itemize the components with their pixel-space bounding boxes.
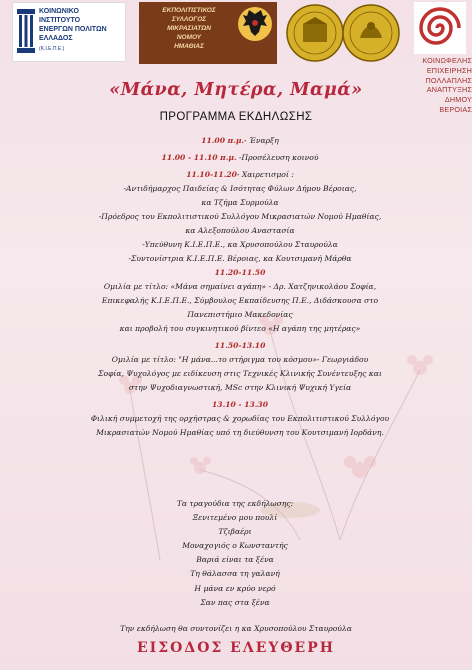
song-item: Τη θάλασσα τη γαλανή xyxy=(190,569,280,579)
kepa-line3: ΠΟΛΛΑΠΛΗΣ xyxy=(425,75,472,85)
time-slot: 11.50-13.10 xyxy=(214,341,266,350)
kiepe-line4: ΕΛΛΑΔΟΣ xyxy=(39,35,73,42)
kepa-line6: ΒΕΡΟΙΑΣ xyxy=(439,104,472,114)
song-item: Μοναχογιός ο Κωνσταντής xyxy=(182,541,288,551)
time-slot: 13.10 - 13.30 xyxy=(212,400,268,409)
association-line4: ΝΟΜΟΥ xyxy=(176,34,202,41)
double-headed-eagle-icon xyxy=(237,6,273,42)
greetings-line: -Αντιδήμαρχος Παιδείας & Ισότητας Φύλων Δήμου Βέροιας, xyxy=(123,184,357,193)
time-slot: 11.20-11.50 xyxy=(214,268,266,277)
association-line1: ΕΚΠΟΛΙΤΙΣΤΙΚΟΣ xyxy=(162,7,216,14)
kiepe-line3: ΕΝΕΡΓΩΝ ΠΟΛΙΤΩΝ xyxy=(39,26,107,33)
kepa-line2: ΕΠΙΧΕΙΡΗΣΗ xyxy=(426,65,472,75)
songs-heading: Τα τραγούδια της εκδήλωσης: xyxy=(176,499,294,508)
schedule-row-opening xyxy=(70,134,410,148)
time-slot: 11.00 π.μ. xyxy=(201,136,245,145)
program-heading: ΠΡΟΓΡΑΜΜΑ ΕΚΔΗΛΩΣΗΣ xyxy=(159,111,313,123)
time-slot: 11.00 - 11.10 π.μ. xyxy=(161,153,237,162)
song-item: Ξενιτεμένο μου πουλί xyxy=(192,513,278,523)
schedule-row-arrival xyxy=(70,151,410,165)
kepa-line4: ΑΝΑΠΤΥΞΗΣ xyxy=(426,85,472,95)
talk2-line: Σοφία, Ψυχολόγος με ειδίκευση στις Τεχνικές Κλινικής Συνέντευξης και xyxy=(98,369,382,378)
schedule-text: -Προσέλευση κοινού xyxy=(236,153,319,162)
time-slot: 11.10-11.20 xyxy=(186,170,237,179)
coin-emblems-icon xyxy=(286,2,400,64)
coordinator-note: Την εκδήλωση θα συντονίζει η κα Χρυσοπούλου Σταυρούλα xyxy=(120,624,352,633)
kiepe-abbr: (Κ.Ι.Ε.Π.Ε.) xyxy=(39,46,65,52)
talk1-line: Ομιλία με τίτλο: «Μάνα σημαίνει αγάπη» - Δρ. Χατζηνικολάου Σοφία, xyxy=(103,282,377,291)
greetings-line: κα Τζήμα Συρμούλα xyxy=(201,198,279,207)
kiepe-line1: ΚΟΙΝΩΝΙΚΟ xyxy=(39,8,79,15)
kepa-line1: ΚΟΙΝΩΦΕΛΗΣ xyxy=(422,56,472,65)
association-line2: ΣΥΛΛΟΓΟΣ xyxy=(171,16,207,23)
greetings-line: -Συντονίστρια Κ.Ι.Ε.Π.Ε. Βέροιας, κα Κουτσιμανή Μάρθα xyxy=(128,254,352,263)
schedule-text: - Έναρξη xyxy=(244,136,279,145)
talk1-line: και προβολή του συγκινητικού βίντεο «Η αγάπη της μητέρας» xyxy=(119,324,361,333)
schedule-text: - Χαιρετισμοί : xyxy=(236,170,294,179)
schedule-row-greetings xyxy=(70,168,410,182)
song-item: Βαριά είναι τα ξένα xyxy=(196,555,274,565)
music-line: Μικρασιατών Νομού Ημαθίας υπό τη διεύθυνση του Κουτσιμανή Ιορδάνη. xyxy=(96,428,384,437)
talk1-line: Πανεπιστήμιο Μακεδονίας xyxy=(187,310,293,319)
talk2-line: Ομιλία με τίτλο: "Η μάνα...το στήριγμα του κόσμου»- Γεωργιάδου xyxy=(111,355,369,364)
kiepe-column-icon xyxy=(15,7,37,55)
program-schedule xyxy=(70,134,410,440)
kepa-spiral-icon xyxy=(414,2,466,54)
association-line3: ΜΙΚΡΑΣΙΑΤΩΝ xyxy=(167,25,211,32)
talk2-line: στην Ψυχοδιαγνωστική, MSc στην Κλινική Ψυχική Υγεία xyxy=(128,383,352,392)
song-item: Σαν πας στα ξένα xyxy=(200,597,270,607)
kepa-line5: ΔΗΜΟΥ xyxy=(444,95,472,105)
songs-list xyxy=(130,497,340,610)
association-line5: ΗΜΑΘΙΑΣ xyxy=(174,43,204,50)
song-item: Τζιβαέρι xyxy=(218,527,252,537)
coins-logo xyxy=(286,2,400,64)
event-title: «Μάνα, Μητέρα, Μαμά» xyxy=(109,80,363,100)
greetings-line: κα Αλεξοπούλου Αναστασία xyxy=(185,226,295,235)
music-line: Φιλική συμμετοχή της ορχήστρας & χορωδίας του Εκπολιτιστικού Συλλόγου xyxy=(90,414,390,423)
talk1-line: Επικεφαλής Κ.Ι.Ε.Π.Ε., Σύμβουλος Εκπαίδευσης Π.Ε., Διδάσκουσα στο xyxy=(101,296,379,305)
kiepe-line2: ΙΝΣΤΙΤΟΥΤΟ xyxy=(39,17,81,24)
greetings-line: -Υπεύθυνη Κ.Ι.Ε.Π.Ε., κα Χρυσοπούλου Σταυρούλα xyxy=(142,240,338,249)
greetings-line: -Πρόεδρος του Εκπολιτιστικού Συλλόγου Μικρασιατών Νομού Ημαθίας, xyxy=(98,212,382,221)
song-item: Η μάνα εν κρύο νερό xyxy=(194,583,276,593)
association-logo xyxy=(139,2,277,64)
kiepe-logo xyxy=(12,2,126,62)
free-entry-banner: ΕΙΣΟΔΟΣ ΕΛΕΥΘΕΡΗ xyxy=(137,640,335,656)
